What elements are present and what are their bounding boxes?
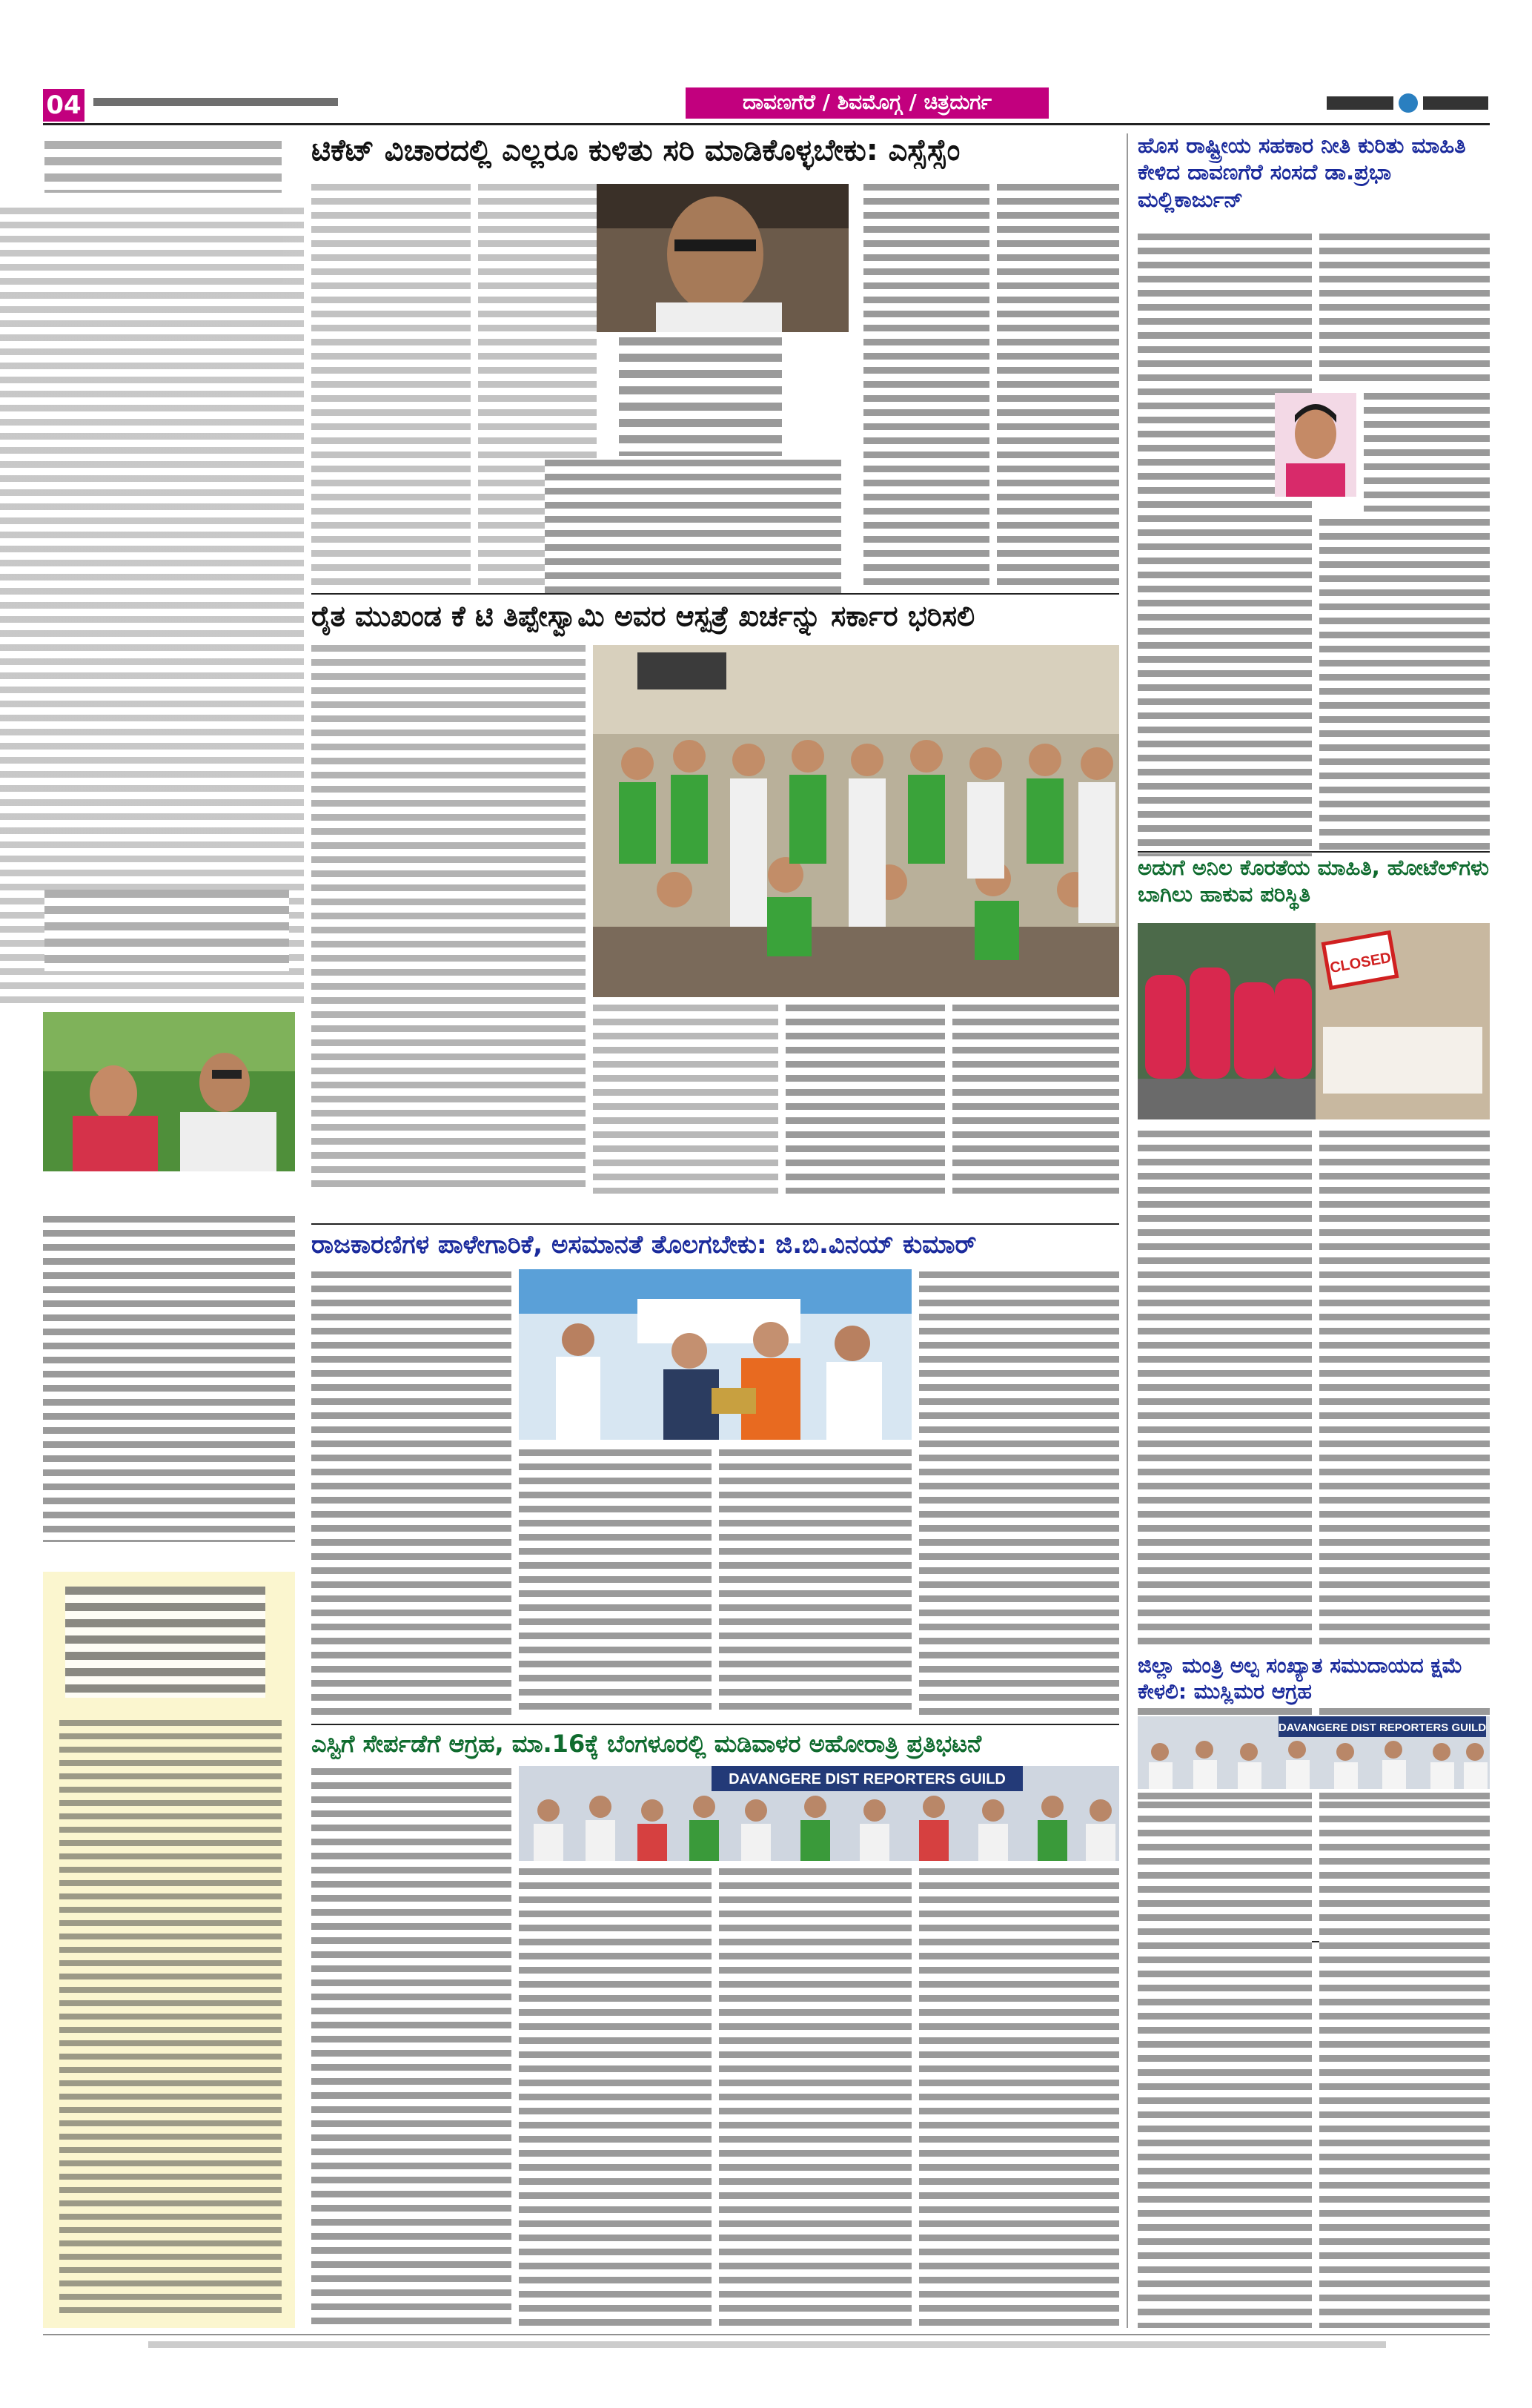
- raitha-text-left: [311, 645, 586, 1194]
- ticket-quote: [619, 337, 782, 456]
- footer-imprint: [148, 2341, 1386, 2349]
- gas-photo: [1138, 923, 1490, 1119]
- masthead-logo-icon: [1327, 92, 1490, 114]
- sahakara-bottom-rule: [1138, 851, 1490, 853]
- page-number: 04: [43, 89, 84, 122]
- st-banner-text: DAVANGERE DIST REPORTERS GUILD: [729, 1771, 1006, 1787]
- sahakara-portrait: [1275, 393, 1356, 497]
- woman-portrait-icon: [1275, 393, 1356, 497]
- ticket-text-col4: [863, 184, 989, 592]
- ghost-text-block: [0, 208, 304, 1008]
- rajakarani-text-col2: [519, 1449, 712, 1716]
- raitha-bottom-rule: [311, 1223, 1119, 1225]
- ticket-bottom-rule: [311, 593, 1119, 595]
- ticket-text-col1: [311, 184, 471, 592]
- sahakara-text-col1: [1138, 234, 1312, 856]
- rajakarani-headline: ರಾಜಕಾರಣಿಗಳ ಪಾಳೇಗಾರಿಕೆ, ಅಸಮಾನತೆ ತೊಲಗಬೇಕು: ಜಿ.ಬಿ.ವಿನಯ್ ಕುಮಾರ್: [311, 1230, 977, 1260]
- yellow-box-heading: [65, 1587, 265, 1698]
- muslim-text-col1: [1138, 1802, 1312, 2328]
- rajakarani-text-col4: [919, 1271, 1119, 1716]
- header-rule: [43, 123, 1490, 125]
- ticket-headline: ಟಿಕೆಟ್ ವಿಚಾರದಲ್ಲಿ ಎಲ್ಲರೂ ಕುಳಿತು ಸರಿ ಮಾಡಿಕೊಳ್ಳಬೇಕು: ಎಸ್ಸೆಸ್ಸೆಂ: [311, 133, 961, 168]
- muslim-headline: ಜಿಲ್ಲಾ ಮಂತ್ರಿ ಅಲ್ಪ ಸಂಖ್ಯಾತ ಸಮುದಾಯದ ಕ್ಷಮೆ ಕೇಳಲಿ: ಮುಸ್ಲಿಮರ ಆಗ್ರಹ: [1138, 1650, 1490, 1707]
- muslim-text-col2: [1319, 1802, 1490, 2328]
- press-meet-photo-icon: [519, 1766, 1119, 1861]
- gas-headline: ಅಡುಗೆ ಅನಿಲ ಕೊರತೆಯ ಮಾಹಿತಿ, ಹೋಟೆಲ್‌ಗಳು ಬಾಗಿಲು ಹಾಕುವ ಪರಿಸ್ಥಿತಿ: [1138, 855, 1490, 907]
- st-text-col1: [311, 1768, 511, 2332]
- raitha-text-col3: [786, 1005, 945, 1194]
- rajakarani-text-col1: [311, 1271, 511, 1716]
- closed-stamp: CLOSED: [1328, 949, 1393, 977]
- sahakara-text-col2b: [1364, 393, 1490, 512]
- sahakara-headline: ಹೊಸ ರಾಷ್ಟ್ರೀಯ ಸಹಕಾರ ನೀತಿ ಕುರಿತು ಮಾಹಿತಿ ಕೇಳಿದ ದಾವಣಗೆರೆ ಸಂಸದೆ ಡಾ.ಪ್ರಭಾ ಮಲ್ಲಿಕಾರ್ಜುನ್: [1138, 133, 1466, 212]
- rajakarani-photo: [519, 1269, 912, 1440]
- st-headline: ಎಸ್ಟಿಗೆ ಸೇರ್ಪಡೆಗೆ ಆಗ್ರಹ, ಮಾ.16ಕ್ಕೆ ಬೆಂಗಳೂರಲ್ಲಿ ಮಡಿವಾಳರ ಅಹೋರಾತ್ರಿ ಪ್ರತಿಭಟನೆ: [311, 1730, 982, 1758]
- column-separator: [1127, 133, 1128, 2328]
- st-photo: [519, 1766, 1119, 1861]
- st-text-col3: [719, 1868, 912, 2332]
- raitha-group-photo: [593, 645, 1119, 997]
- raitha-text-col4: [952, 1005, 1119, 1194]
- man-portrait-icon: [597, 184, 849, 332]
- sahakara-text-col2a: [1319, 234, 1490, 382]
- yellow-boxed-article: [43, 1572, 295, 2328]
- press-meet-photo-2-icon: [1138, 1716, 1490, 1789]
- sahakara-text-col2c: [1319, 519, 1490, 856]
- lamp-lighting-photo-icon: [519, 1269, 912, 1440]
- footer-rule: [43, 2334, 1490, 2335]
- left-column-text: [43, 1216, 295, 1542]
- farmers-group-photo-icon: [593, 645, 1119, 997]
- masthead-logo: [1327, 92, 1490, 114]
- couple-photo-icon: [43, 1012, 295, 1171]
- rajakarani-bottom-rule: [311, 1724, 1119, 1725]
- st-text-col2: [519, 1868, 712, 2332]
- ticket-text-col3: [545, 460, 841, 593]
- ticket-photo: [597, 184, 849, 332]
- yellow-box-text: [59, 1720, 282, 2313]
- raitha-headline: ರೈತ ಮುಖಂಡ ಕೆ ಟಿ ತಿಪ್ಪೇಸ್ವಾಮಿ ಅವರ ಆಸ್ಪತ್ರೆ ಖರ್ಚನ್ನು ಸರ್ಕಾರ ಭರಿಸಲಿ: [311, 600, 975, 632]
- gas-cylinders-and-closed-restaurant-icon: [1138, 923, 1490, 1119]
- rajakarani-text-col3: [719, 1449, 912, 1716]
- st-text-col4: [919, 1868, 1119, 2332]
- muslim-banner-text: DAVANGERE DIST REPORTERS GUILD: [1278, 1721, 1487, 1734]
- muslim-photo: [1138, 1716, 1490, 1789]
- ghost-headline: [44, 141, 282, 193]
- ghost-subhead: [44, 890, 289, 971]
- raitha-text-mid: [593, 1005, 778, 1194]
- section-label: ದಾವಣಗೆರೆ / ಶಿವಮೊಗ್ಗ / ಚಿತ್ರದುರ್ಗ: [686, 87, 1049, 119]
- left-couple-photo: [43, 1012, 295, 1171]
- dateline: [93, 98, 338, 114]
- ticket-text-col5: [997, 184, 1119, 592]
